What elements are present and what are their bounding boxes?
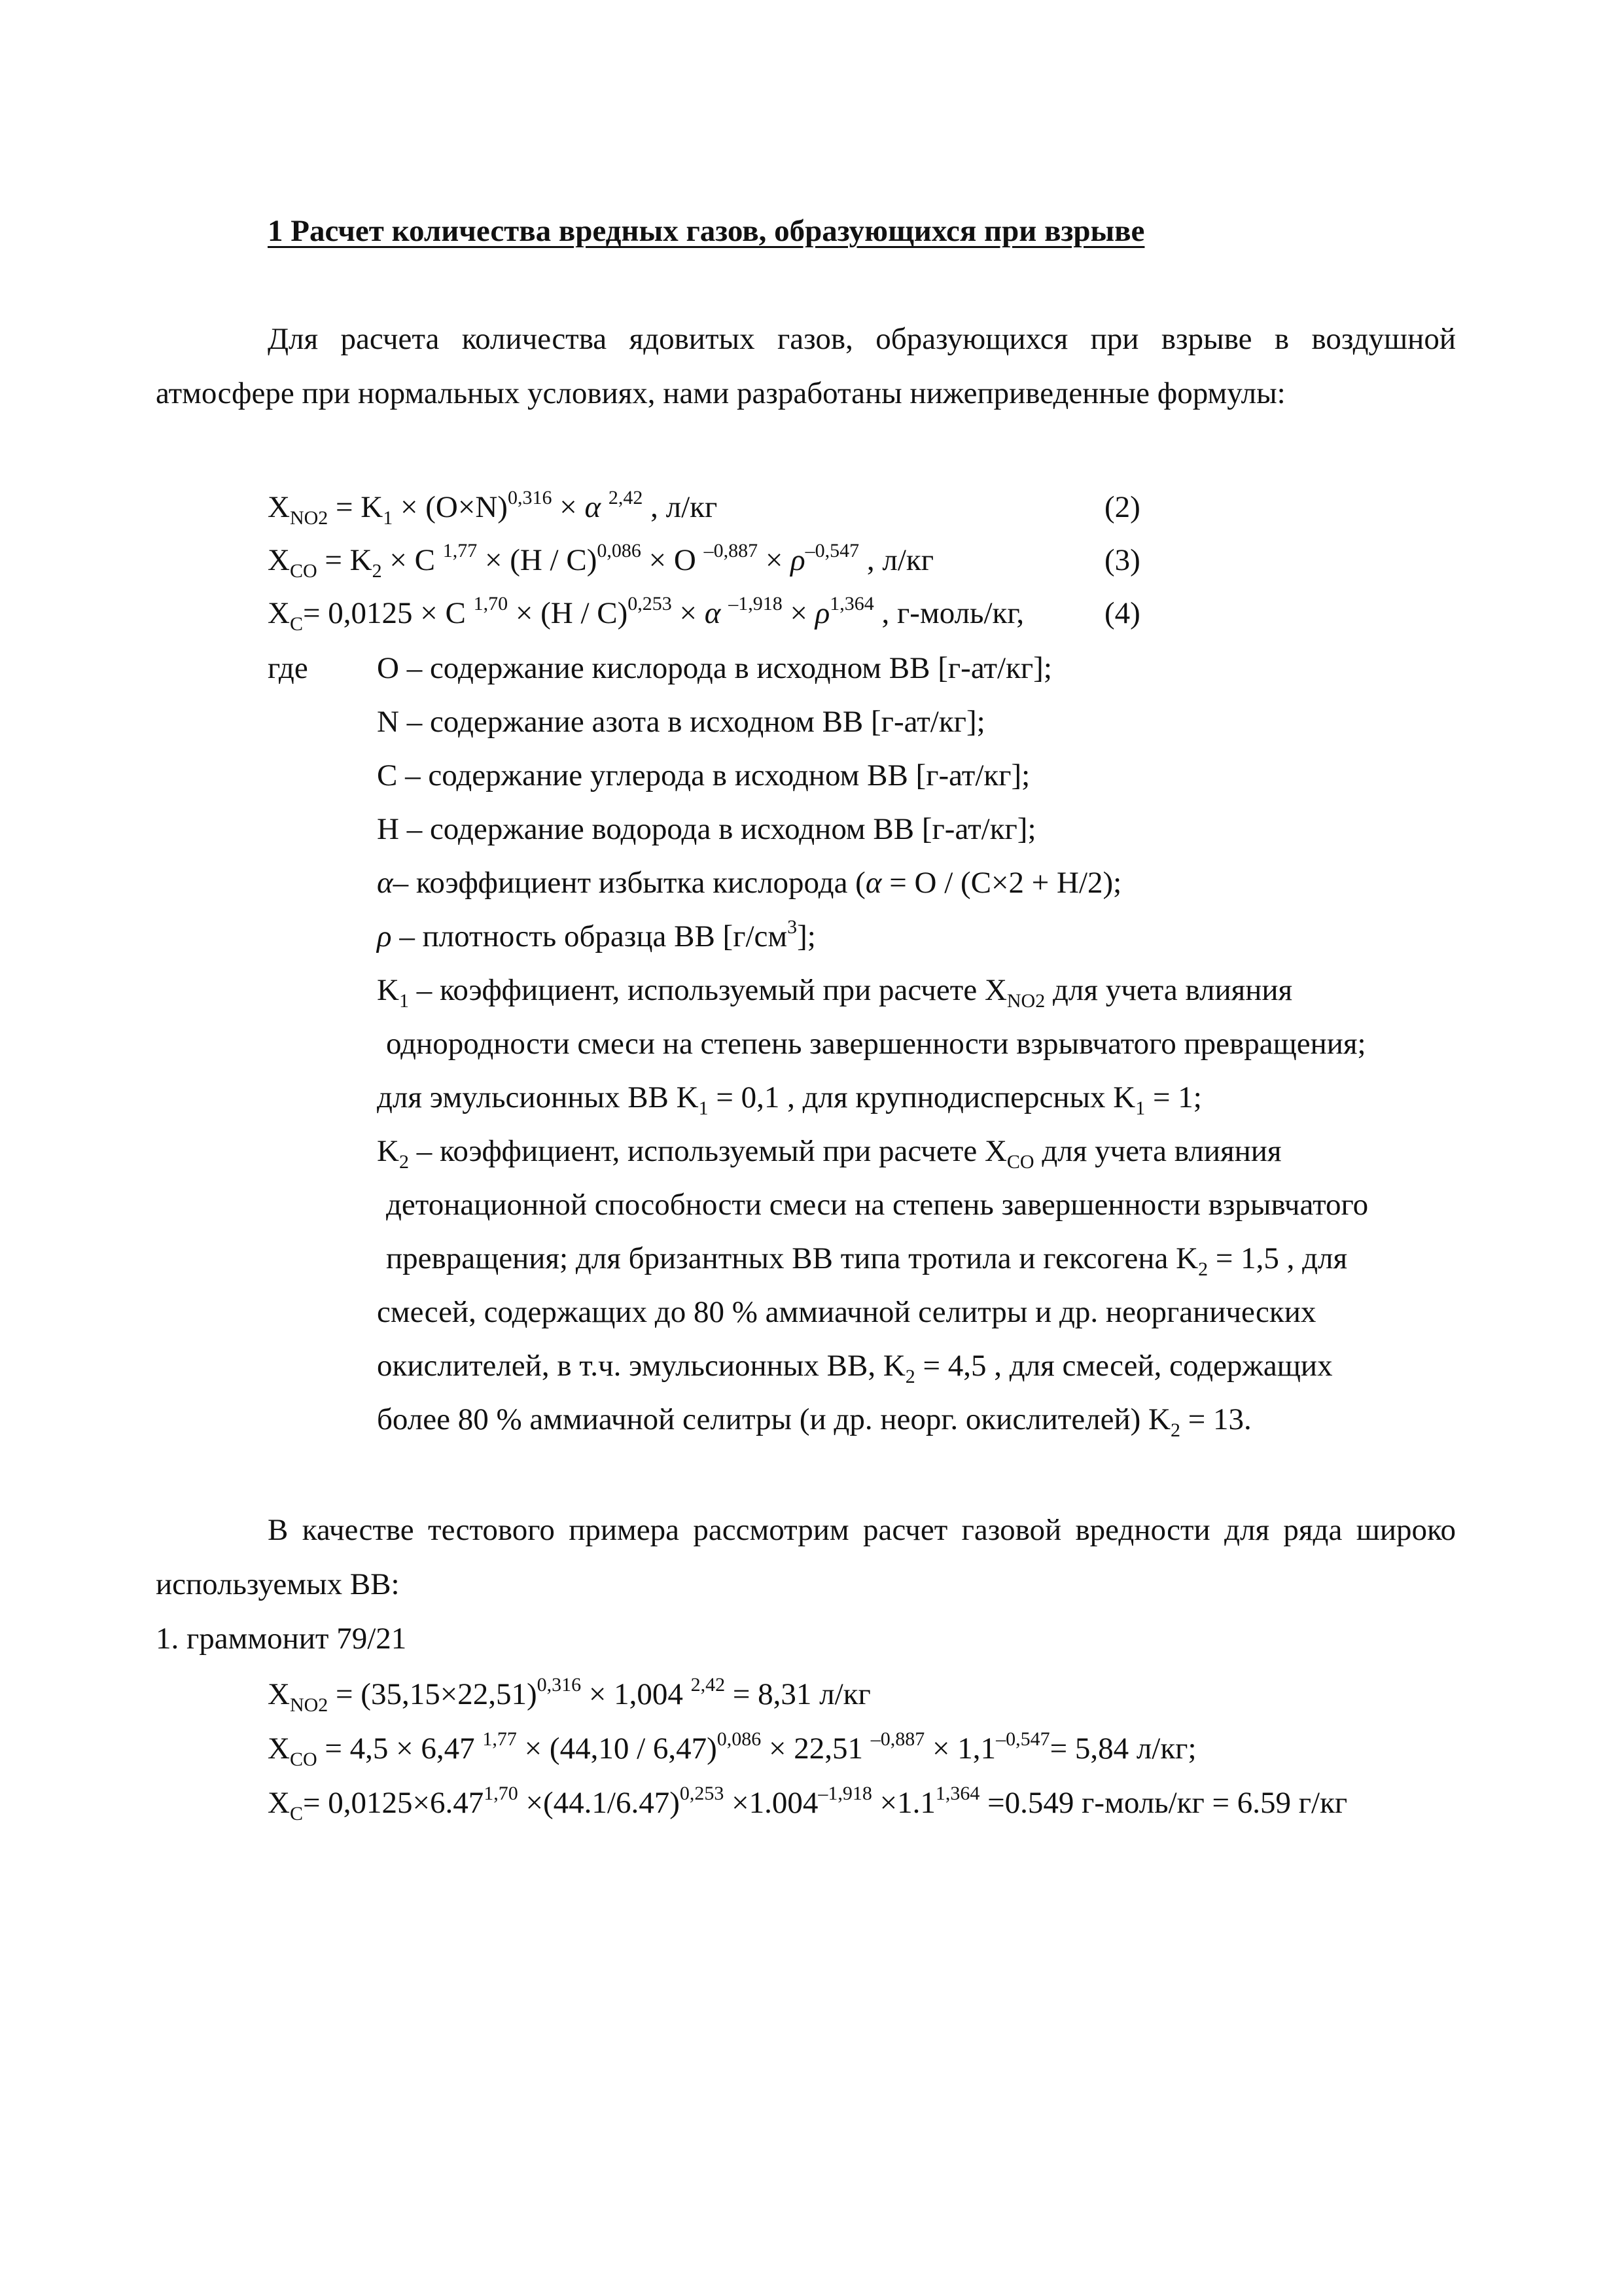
definition-k1-cont: однородности смеси на степень завершенности взрывчатого превращения; — [386, 1027, 1366, 1061]
definition-k1: $K_1$ – коэффициент, используемый при расчете $X_{NO2}$ для учета влияния — [377, 973, 1293, 1012]
definition-nitrogen: N – содержание азота в исходном ВВ [г-ат/кг]; — [377, 705, 985, 739]
example-c: $X_C= 0,0125\times 6.47^{1,70} \times(44.1/6.47)^{0,253} \times 1.004^{-1,918} \times 1.1^{1,364} =0.549$ г-моль/кг = 6.59 г/кг — [268, 1783, 1348, 1824]
definition-carbon: C – содержание углерода в исходном ВВ [г-ат/кг]; — [377, 758, 1031, 792]
example-title: 1. граммонит 79/21 — [156, 1622, 407, 1656]
formula-co: $X_{CO} = K_2 \times C$ $^{1,77}$ × (H / C)$^{0,086}$ × O $^{-0,887} \times \rho^{-0,547}$ , л/кг — [268, 540, 934, 582]
formula-c: $X_C= 0,0125 \times C$ $^{1,70}$ × (H / C)$^{0,253}$ × α $^{-1,918} \times \rho^{1,364}$ , г-моль/кг, — [268, 593, 1025, 635]
formula-c-label: (4) — [1104, 596, 1140, 630]
definition-k2-cont-2: превращения; для бризантных ВВ типа тротила и гексогена $K_2 = 1,5$ , для — [386, 1241, 1348, 1280]
definition-k2-cont-5: более 80 % аммиачной селитры (и др. неорг. окислителей) $K_2 = 13$. — [377, 1402, 1252, 1441]
definition-k1-values: для эмульсионных ВВ $K_1 = 0,1$ , для крупнодисперсных $K_1 = 1$; — [377, 1080, 1202, 1119]
definition-k2: $K_2$ – коэффициент, используемый при расчете $X_{CO}$ для учета влияния — [377, 1134, 1282, 1173]
intro-line-1: Для расчета количества ядовитых газов, образующихся при взрыве в воздушной — [268, 322, 1456, 356]
definition-alpha: α– коэффициент избытка кислорода (α = O / (C×2 + H/2); — [377, 866, 1122, 900]
example-no2: $X_{NO2} = (35,15\times 22,51)^{0,316} \times 1,004$ $^{2,42}$ = 8,31 л/кг — [268, 1674, 871, 1716]
definition-hydrogen: H – содержание водорода в исходном ВВ [г-ат/кг]; — [377, 812, 1036, 846]
definition-k2-cont-1: детонационной способности смеси на степень завершенности взрывчатого — [386, 1188, 1369, 1222]
test-intro-line-2: используемых ВВ: — [156, 1567, 400, 1601]
definition-rho: ρ – плотность образца ВВ $[г/см^3]$; — [377, 916, 816, 953]
definition-k2-cont-3: смесей, содержащих до 80 % аммиачной селитры и др. неорганических — [377, 1295, 1316, 1329]
formula-no2-label: (2) — [1104, 490, 1140, 524]
intro-line-2: атмосфере при нормальных условиях, нами разработаны нижеприведенные формулы: — [156, 376, 1286, 410]
where-label: где — [268, 651, 308, 685]
formula-no2: $X_{NO2} = K_1 \times (O\times N)^{0,316} \times \alpha$ $^{2,42}$ , л/кг — [268, 487, 718, 529]
example-co: $X_{CO} = 4,5 \times 6,47$ $^{1,77}$ × (44,10 / 6,47)$^{0,086}$ × 22,51 $^{-0,887} \times 1,1^{-0,547}= 5,84$ л/кг; — [268, 1728, 1197, 1770]
test-intro-line-1: В качестве тестового примера рассмотрим расчет газовой вредности для ряда широко — [268, 1513, 1456, 1547]
formula-co-label: (3) — [1104, 543, 1140, 577]
section-title: 1 Расчет количества вредных газов, образующихся при взрыве — [268, 214, 1145, 248]
definition-k2-cont-4: окислителей, в т.ч. эмульсионных ВВ, $K_2 = 4,5$ , для смесей, содержащих — [377, 1349, 1333, 1387]
definition-oxygen: O – содержание кислорода в исходном ВВ [г-ат/кг]; — [377, 651, 1052, 685]
